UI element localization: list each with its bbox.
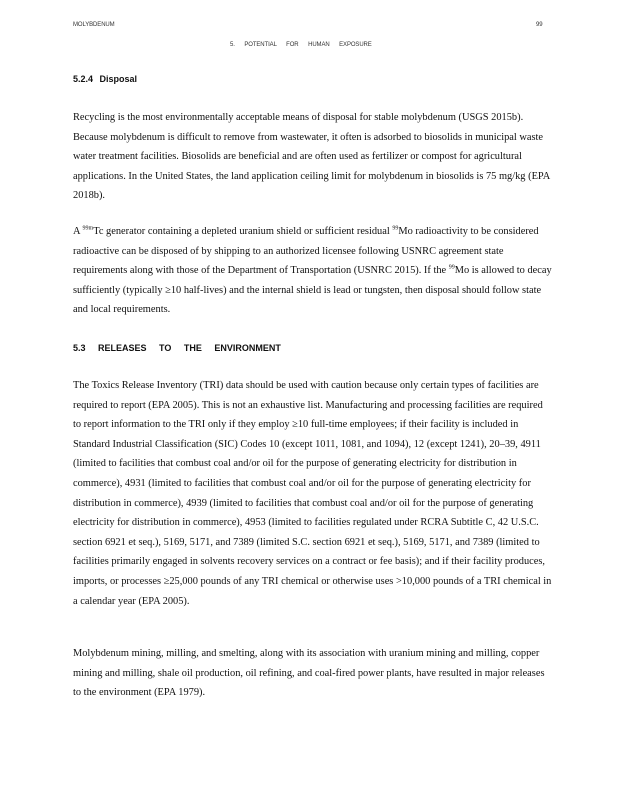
superscript-99-first: 99 [392,225,399,232]
paragraph-tc-generator-text-a: A [73,226,83,237]
paragraph-molybdenum-releases: Molybdenum mining, milling, and smelting, along with its association with uranium mining and milling, copper mining and milling, shale oil production, oil refining, and coal-fired power plants, have resulted in major releases to the environment (EPA 1979). [73,648,545,699]
paragraph-recycling: Recycling is the most environmentally acceptable means of disposal for stable molybdenum (USGS 2015b). Because molybdenum is difficult to remove from wastewater, it often is adsorbed to biosolids in municipal waste water treatment facilities. Biosolids are beneficial and are often used as fertilizer or compost for agricultural applications. In the United States, the land application ceiling limit for molybdenum in biosolids is 75 mg/kg (EPA 2018b). [73,112,550,202]
running-header-title: MOLYBDENUM [73,22,115,28]
section-heading-disposal: 5.2.4 Disposal [73,74,138,84]
section-heading-releases: 5.3 RELEASES TO THE ENVIRONMENT [73,343,281,353]
page-number: 99 [536,22,543,28]
superscript-99-second: 99 [448,264,455,271]
paragraph-tc-generator-text-d: Mo is allowed to decay sufficiently (typically ≥10 half-lives) and the internal shield is lead or tungsten, then disposal should follow state and local requirements. [73,265,552,316]
paragraph-tri-reporting: The Toxics Release Inventory (TRI) data should be used with caution because only certain types of facilities are required to report (EPA 2005). This is not an exhaustive list. Manufacturing and processing facilities are required to report information to the TRI only if they employ ≥10 full-time employees; if their facility is included in Standard Industrial Classification (SIC) Codes 10 (except 1011, 1081, and 1094), 12 (except 1241), 20–39, 4911 (limited to facilities that combust coal and/or oil for the purpose of generating electricity for distribution in commerce), 4931 (limited to facilities that combust coal and/or oil for the purpose of generating electricity for distribution in commerce), 4939 (limited to facilities that combust coal and/or oil for the purpose of generating electricity for distribution in commerce), 4953 (limited to facilities regulated under RCRA Subtitle C, 42 U.S.C. section 6921 et seq.), 5169, 5171, and 7389 (limited S.C. section 6921 et seq.), 5169, 5171, and 7389 (limited to facilities primarily engaged in solvents recovery services on a contract or fee basis); and if their facility produces, imports, or processes ≥25,000 pounds of any TRI chemical or otherwise uses >10,000 pounds of a TRI chemical in a calendar year (EPA 2005). [73,380,552,607]
chapter-header: 5. POTENTIAL FOR HUMAN EXPOSURE [230,42,372,48]
paragraph-tc-generator [73,222,553,320]
paragraph-tc-generator-text-c: Mo radioactivity to be considered radioactive can be disposed of by shipping to an authorized licensee following USNRC agreement state requirements along with those of the Department of Transportation (USNRC 2015). If the [73,226,539,277]
superscript-99m: 99m [82,225,94,232]
paragraph-tc-generator-text-b: Tc generator containing a depleted uranium shield or sufficient residual [93,226,393,237]
